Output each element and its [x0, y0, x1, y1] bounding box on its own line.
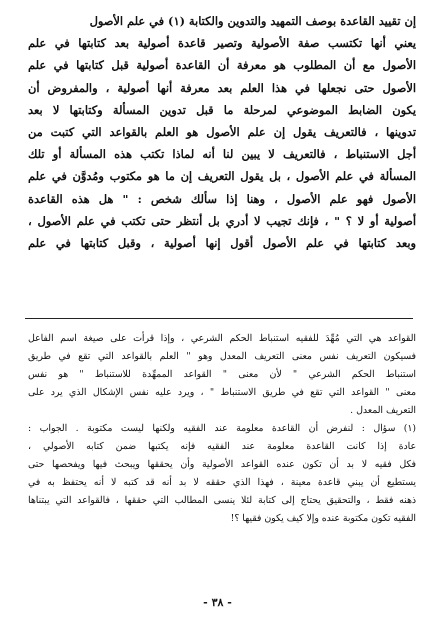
footnotes-block [28, 330, 416, 528]
footnote-line: يستطيع أن يبني قاعدة معينة ، فهذا الذي حققه لا بد أنه قد كتبه لا أنه يحتفظ به في [28, 477, 416, 488]
text-line: يعني أنها تكتسب صفة الأصولية وتصير قاعدة أصولية بعد كتابتها في علم [28, 36, 416, 51]
text-line: أجل الاستنباط ، فالتعريف لا يبين لنا أنه لماذا تكتب هذه المسألة أو تلك [28, 147, 416, 162]
footnote-line: الفقيه تكون مكتوبة عنده وإلا كيف يكون فقيها ؟! [230, 513, 416, 524]
text-line: الأصول فهو علم الأصول ، وهنا إذا سألك شخص : " هل هذه القاعدة [28, 191, 416, 206]
footnote-line: معنى " القواعد التي تقع في طريق الاستنباط " ، ويرد عليه نفس الإشكال الذي يرد على [28, 387, 416, 398]
text-line: أصولية أو لا ؟ " ، فإنك تجيب لا أدري بل أنتظر حتى تكتب في علم الأصول ، [28, 213, 416, 228]
footnote-line: التعريف المعدل . [350, 405, 416, 416]
footnote-line: (١) سؤال : لنفرض أن القاعدة معلومة عند الفقيه ولكنها ليست مكتوبة . الجواب : [28, 423, 416, 434]
text-line: يكون الضابط الموضوعي لمرحلة ما قبل تدوين المسألة وكتابتها لا بعد [28, 102, 416, 117]
text-line: الأصول حتى نجعلها في هذا العلم بعد معرفة أنها أصولية ، والمفروض أن [28, 80, 416, 95]
footnote-line: استنباط الحكم الشرعي " لأن معنى " القواعد الممهِّدة للاستنباط " هو نفس [28, 369, 416, 380]
main-text-block [28, 10, 416, 254]
footnote-line: عادة إذا كانت القاعدة معلومة عند الفقيه فإنه يكتبها ضمن كتابه الأصولي ، [28, 441, 416, 452]
text-line: الأصول مع أن المطلوب هو معرفة أن القاعدة أصولية قبل كتابتها في علم [28, 58, 416, 73]
footnote-separator [25, 318, 413, 319]
page-number: - ٣٨ - [203, 596, 232, 609]
text-line: المسألة في علم الأصول ، بل يقول التعريف إن ما هو مكتوب ومُدوَّن في علم [28, 169, 416, 184]
footnote-line: فكل فقيه لا بد أن تكون عنده القواعد الأصولية وأن يحققها ويبحث فيها ويفحصها حتى [28, 459, 416, 470]
footnote-line: ذهنه فقط ، والتحقيق يحتاج إلى كتابة لئلا ينسى المطالب التي حققها ، فالقواعد التي يبتناها [28, 495, 416, 506]
footnote-line: القواعد هي التي مُهِّدَ للفقيه استنباط الحكم الشرعي ، وإذا قرأت على صيغة اسم الفاعل [28, 333, 416, 344]
footnote-line: فسيكون التعريف نفس معنى التعريف المعدل وهو " العلم بالقواعد التي تقع في طريق [28, 351, 416, 362]
text-line: تدوينها ، فالتعريف يقول إن علم الأصول هو العلم بالقواعد التي كتبت من [28, 124, 416, 139]
text-line: إن تقييد القاعدة بوصف التمهيد والتدوين والكتابة (١) في علم الأصول [89, 14, 416, 28]
text-line: وبعد كتابتها في علم الأصول أقول إنها أصولية ، وقبل كتابتها في علم [28, 235, 416, 250]
